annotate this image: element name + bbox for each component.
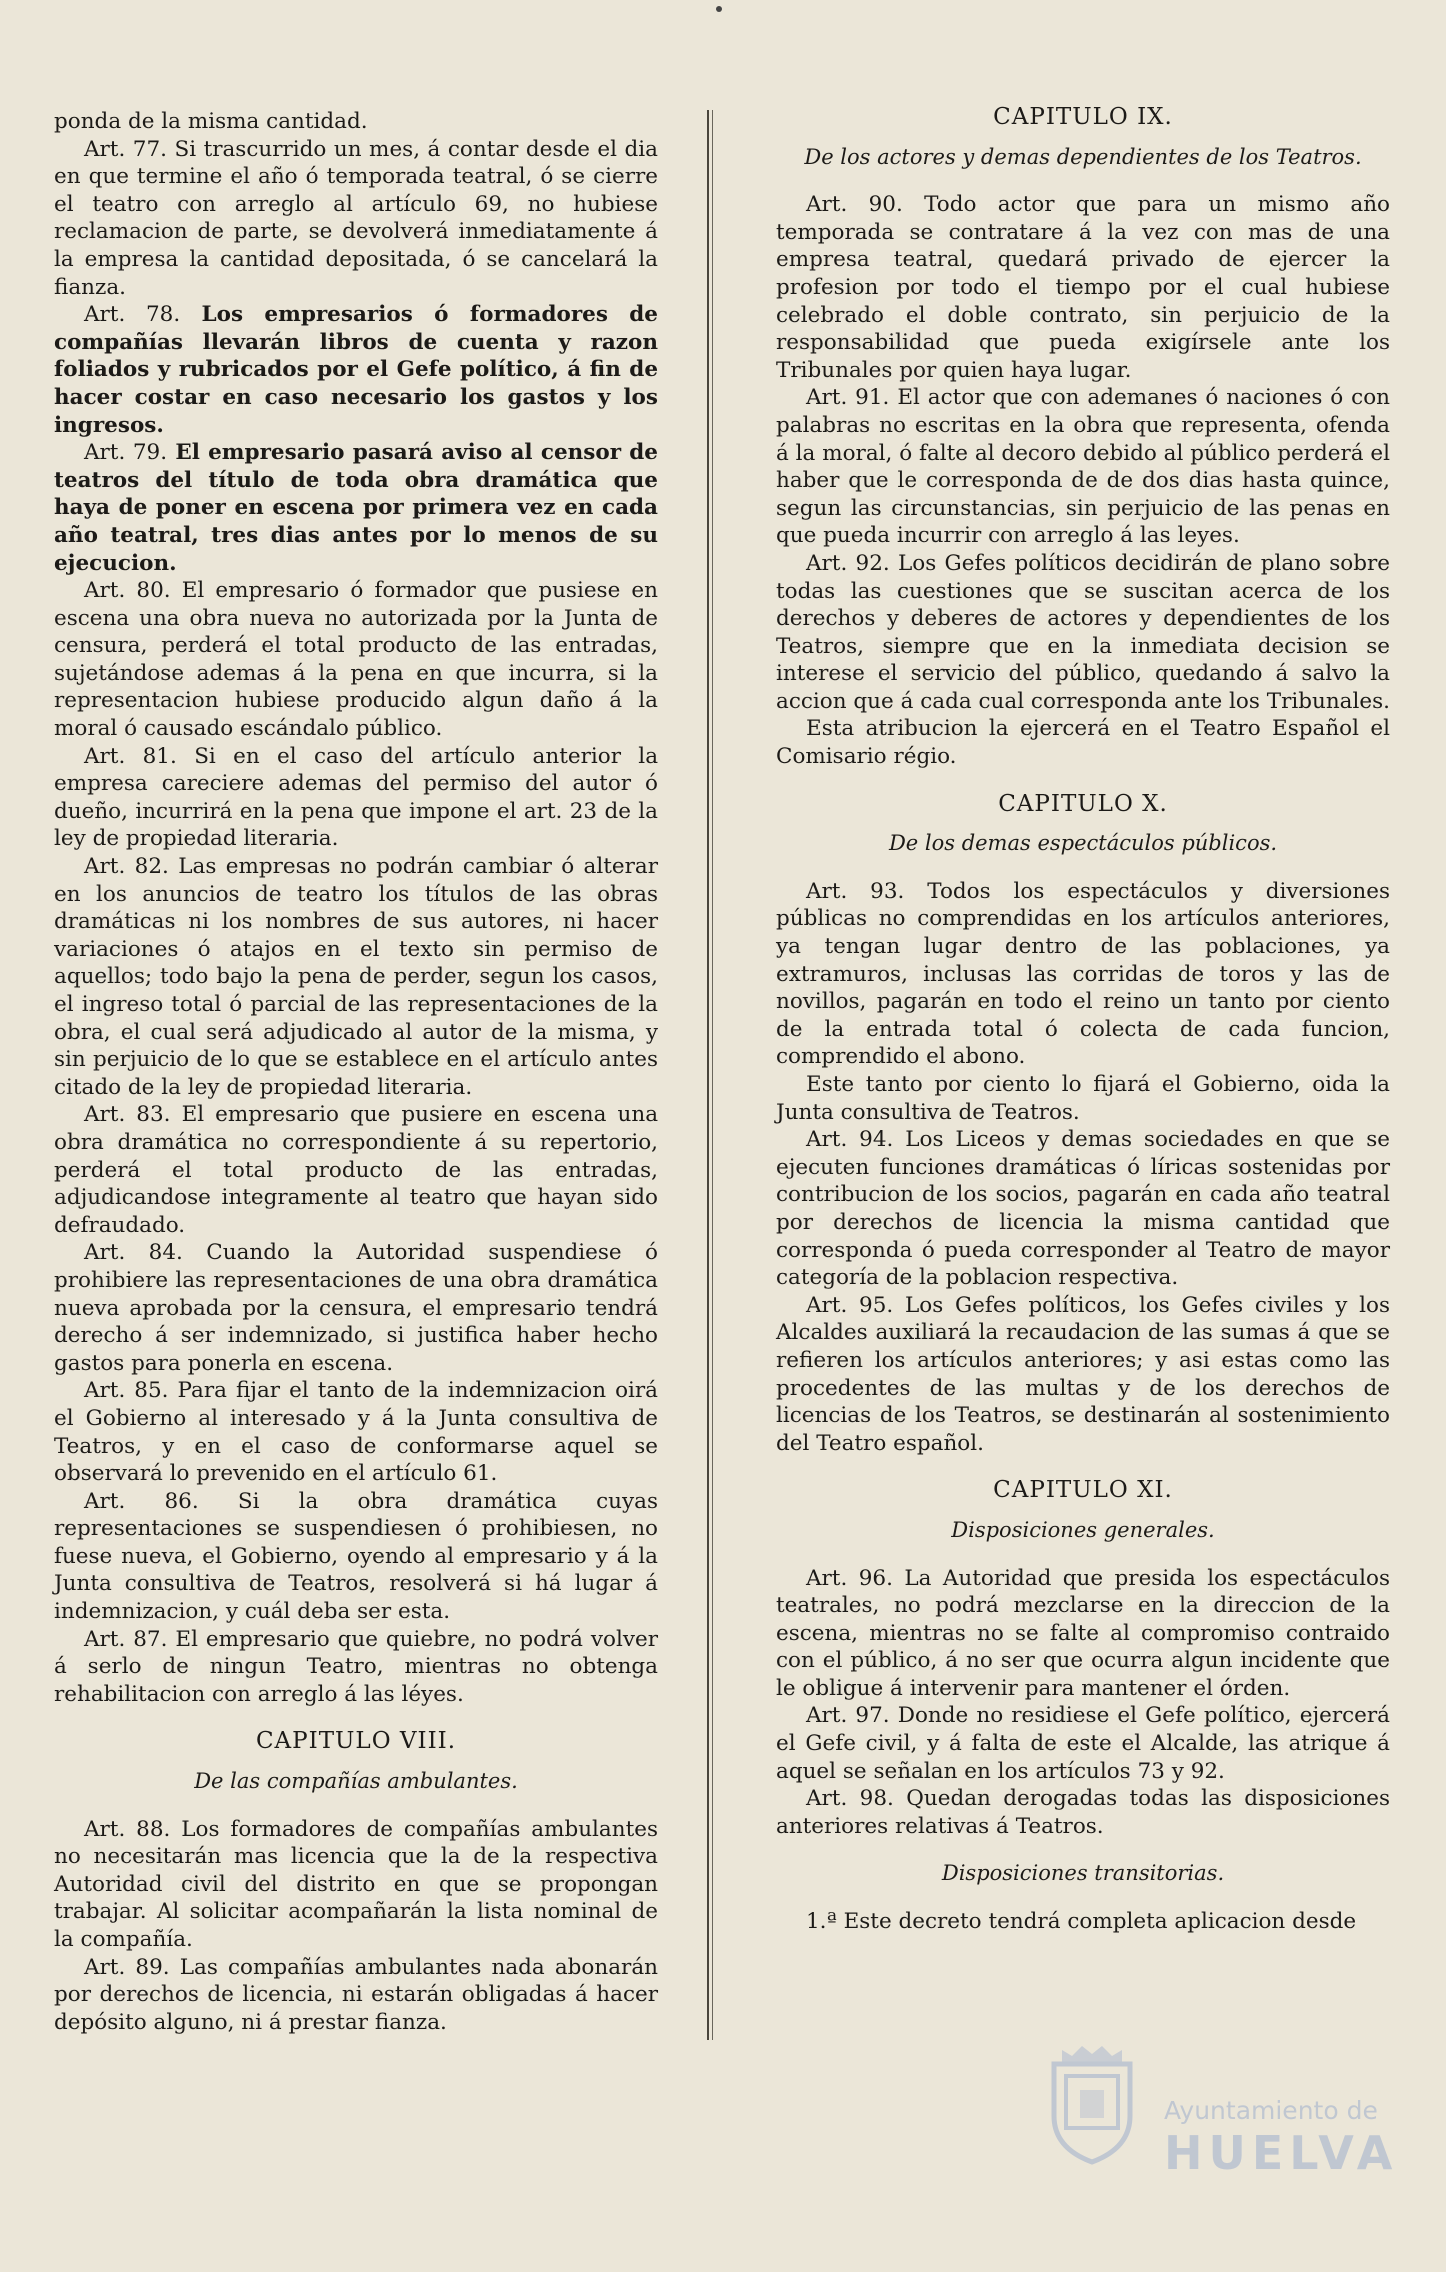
article-number: Art. 88.: [84, 1816, 171, 1842]
chapter-viii-articles: [54, 1816, 658, 2037]
column-divider: [707, 110, 709, 2040]
watermark-line2: HUELVA: [1164, 2126, 1399, 2180]
article-text: Todos los espectáculos y diversiones públicas no comprendidas en los artículos anteriores, ya tengan lugar dentro de las poblaciones, ya extramuros, inclusas las corridas de toros y las de novillos, pagarán en todo el reino un tanto por ciento de la entrada total ó colecta de cada funcion, comprendido el abono.: [776, 878, 1390, 1070]
chapter-x-articles: [776, 878, 1390, 1457]
article-text: Esta atribucion la ejercerá en el Teatro Español el Comisario régio.: [776, 716, 1390, 770]
chapter-xi-title: CAPITULO XI.: [993, 1477, 1173, 1504]
article-text: Quedan derogadas todas las disposiciones anteriores relativas á Teatros.: [776, 1786, 1390, 1839]
coat-of-arms-icon: [1040, 2042, 1144, 2166]
transitional-articles: [776, 1908, 1390, 1936]
right-column: [776, 104, 1390, 1936]
article-paragraph: [54, 853, 658, 1101]
article-text: Para fijar el tanto de la indemnizacion oirá el Gobierno al interesado y á la Junta consultiva de Teatros, y en el caso de conformarse aquel se observará lo prevenido en el artículo 61.: [54, 1378, 658, 1487]
chapter-ix-title: CAPITULO IX.: [993, 104, 1173, 130]
article-number: Art. 83.: [84, 1102, 171, 1128]
article-paragraph: [54, 301, 658, 439]
article-paragraph: [54, 1488, 658, 1626]
article-text: Los Liceos y demas sociedades en que se ejecuten funciones dramáticas ó líricas sostenidas por contribucion de los socios, pagarán en cada año teatral por derechos de licencia la misma cantidad que corresponda ó pueda corresponder al Teatro de mayor categoría de la poblacion respectiva.: [776, 1127, 1390, 1291]
article-number: Art. 98.: [806, 1786, 894, 1812]
article-paragraph: [776, 878, 1390, 1071]
article-number: 1.ª: [806, 1909, 837, 1935]
article-text: El empresario que quiebre, no podrá volver á serlo de ningun Teatro, mientras no obtenga rehabilitacion con arreglo á las léyes.: [54, 1626, 659, 1707]
article-number: Art. 79.: [84, 440, 168, 466]
article-number: Art. 86.: [84, 1488, 199, 1514]
article-paragraph: [54, 439, 658, 577]
article-number: Art. 90.: [806, 192, 903, 218]
article-number: Art. 92.: [806, 550, 890, 576]
transitional-subtitle: Disposiciones transitorias.: [941, 1861, 1225, 1886]
chapter-ix-subtitle: De los actores y demas dependientes de los Teatros.: [804, 144, 1362, 169]
article-paragraph: [776, 1126, 1390, 1292]
chapter-x-title: CAPITULO X.: [998, 790, 1168, 817]
page-mark: [716, 6, 722, 12]
chapter-xi-articles: [776, 1565, 1390, 1841]
article-text: Cuando la Autoridad suspendiese ó prohibiere las representaciones de una obra dramática nueva aprobada por la censura, el empresario tendrá derecho á ser indemnizado, si justifica haber hecho gastos para ponerla en escena.: [54, 1240, 658, 1376]
chapter-x-subtitle: De los demas espectáculos públicos.: [888, 831, 1278, 856]
article-text: Si la obra dramática cuyas representaciones se suspendiesen ó prohibiesen, no fuese nueva, el Gobierno, oyendo al empresario y á la Junta consultiva de Teatros, resolverá si há lugar á indemnizacion, y cuál deba ser esta.: [54, 1488, 658, 1625]
article-paragraph: [776, 1292, 1390, 1458]
article-paragraph: [776, 1071, 1390, 1126]
article-paragraph: [54, 1101, 658, 1239]
article-text: La Autoridad que presida los espectáculos teatrales, no podrá mezclarse en la direccion de la escena, mientras no se falte al compromiso contraido con el público, á no ser que ocurra algun incidente que le obligue á intervenir para mantener el órden.: [776, 1565, 1390, 1701]
article-paragraph: [776, 1908, 1390, 1936]
article-paragraph: [776, 715, 1390, 770]
article-number: Art. 82.: [84, 854, 169, 880]
article-paragraph: [54, 1377, 658, 1487]
article-paragraph: [54, 743, 658, 853]
left-column: [54, 108, 658, 2036]
article-paragraph: [54, 1626, 658, 1709]
article-number: Art. 96.: [806, 1565, 893, 1591]
article-paragraph: [54, 1954, 658, 2037]
article-number: Art. 81.: [84, 743, 177, 769]
article-text: Las compañías ambulantes nada abonarán por derechos de licencia, ni estarán obligadas á hacer depósito alguno, ni á prestar fianza.: [54, 1954, 658, 2035]
article-text: Los empresarios ó formadores de compañías llevarán libros de cuenta y razon foliados y rubricados por el Gefe político, á fin de hacer costar en caso necesario los gastos y los ingresos.: [54, 302, 658, 438]
article-text: ponda de la misma cantidad.: [54, 109, 368, 134]
article-text: Las empresas no podrán cambiar ó alterar en los anuncios de teatro los títulos de las obras dramáticas ni los nombres de sus autores, ni hacer variaciones ó atajos en el texto sin permiso de aquellos; todo bajo la pena de perder, segun los casos, el ingreso total ó parcial de las representaciones de la obra, el cual será adjudicado al autor de la misma, y sin perjuicio de lo que se establece en el artículo antes citado de la ley de propiedad literaria.: [54, 854, 658, 1100]
article-number: Art. 93.: [806, 878, 905, 904]
article-paragraph: [54, 108, 658, 136]
article-number: Art. 85.: [84, 1378, 169, 1404]
watermark-line1: Ayuntamiento de: [1164, 2096, 1378, 2125]
article-paragraph: [776, 1785, 1390, 1840]
column-divider-secondary: [712, 110, 713, 2040]
article-text: El empresario pasará aviso al censor de teatros del título de toda obra dramática que haya de poner en escena por primera vez en cada año teatral, tres dias antes por lo menos de su ejecucion.: [54, 440, 658, 576]
article-text: Donde no residiese el Gefe político, ejercerá el Gefe civil, y á falta de este el Alcalde, las atrique á aquel se señalan en los artículos 73 y 92.: [776, 1703, 1390, 1784]
article-number: Art. 77.: [84, 136, 167, 162]
huelva-watermark: [1034, 2034, 1414, 2254]
article-text: Todo actor que para un mismo año temporada se contratare á la vez con mas de una empresa teatral, quedará privado de ejercer la profesion por todo el tiempo por el cual hubiese celebrado el doble contrato, sin perjuicio de la responsabilidad que pueda exigírsele ante los Tribunales por quien haya lugar.: [776, 192, 1390, 383]
article-number: Art. 84.: [84, 1240, 183, 1266]
article-paragraph: [54, 1816, 658, 1954]
article-paragraph: [776, 384, 1390, 550]
article-number: Art. 80.: [84, 578, 171, 604]
article-text: El empresario que pusiere en escena una obra dramática no correspondiente á su repertorio, perderá el total producto de las entradas, adjudicandose integramente al teatro que hayan sido defraudado.: [54, 1102, 659, 1238]
article-text: Este tanto por ciento lo fijará el Gobierno, oida la Junta consultiva de Teatros.: [776, 1072, 1390, 1125]
article-paragraph: [776, 1702, 1390, 1785]
article-paragraph: [776, 1565, 1390, 1703]
chapter-viii-subtitle: De las compañías ambulantes.: [194, 1769, 518, 1794]
article-text: Si trascurrido un mes, á contar desde el dia en que termine el año ó temporada teatral, ó se cierre el teatro con arreglo al artículo 69, no hubiese reclamacion de parte, se devolverá inmediatamente á la empresa la cantidad depositada, ó se cancelará la fianza.: [54, 136, 658, 300]
article-text: Si en el caso del artículo anterior la empresa careciere ademas del permiso del autor ó dueño, incurrirá en la pena que impone el art. 23 de la ley de propiedad literaria.: [54, 743, 659, 852]
article-text: El actor que con ademanes ó naciones ó con palabras no escritas en la obra que representa, ofenda á la moral, ó falte al decoro debido al público perderá el haber que le corresponda de de dos dias hasta quince, segun las circunstancias, sin perjuicio de las penas en que pueda incurrir con arreglo á las leyes.: [776, 385, 1390, 549]
article-paragraph: [54, 1239, 658, 1377]
article-text: Este decreto tendrá completa aplicacion desde: [843, 1909, 1357, 1935]
article-text: Los formadores de compañías ambulantes no necesitarán mas licencia que la de la respectiva Autoridad civil del distrito en que se propongan trabajar. Al solicitar acompañarán la lista nominal de la compañía.: [54, 1816, 658, 1952]
article-text: Los Gefes políticos, los Gefes civiles y los Alcaldes auxiliará la recaudacion de las sumas á que se refieren los artículos anteriores; y asi estas como las procedentes de las multas y de los derechos de licencias de los Teatros, se destinarán al sostenimiento del Teatro español.: [776, 1292, 1391, 1456]
article-number: Art. 97.: [806, 1703, 890, 1729]
article-paragraph: [54, 136, 658, 302]
article-text: El empresario ó formador que pusiese en escena una obra nueva no autorizada por la Junta de censura, perderá el total producto de las entradas, sujetándose ademas á la pena en que incurra, si la representacion hubiese producido algun daño á la moral ó causado escándalo público.: [54, 578, 659, 742]
article-number: Art. 91.: [806, 385, 890, 411]
chapter-ix-articles: [776, 191, 1390, 770]
article-number: Art. 94.: [806, 1127, 894, 1153]
chapter-xi-subtitle: Disposiciones generales.: [951, 1517, 1215, 1542]
article-paragraph: [776, 191, 1390, 384]
article-number: Art. 95.: [806, 1292, 894, 1318]
article-paragraph: [776, 550, 1390, 716]
left-articles: [54, 108, 658, 1708]
article-paragraph: [54, 577, 658, 743]
article-text: Los Gefes políticos decidirán de plano sobre todas las cuestiones que se suscitan acerca de los derechos y deberes de actores y dependientes de los Teatros, siempre que en la inmediata decision se interese el servicio del público, quedando á salvo la accion que á cada cual corresponda ante los Tribunales.: [776, 550, 1390, 714]
chapter-viii-title: CAPITULO VIII.: [255, 1728, 457, 1755]
article-number: Art. 78.: [84, 302, 181, 328]
article-number: Art. 89.: [84, 1954, 170, 1980]
article-number: Art. 87.: [84, 1626, 168, 1652]
